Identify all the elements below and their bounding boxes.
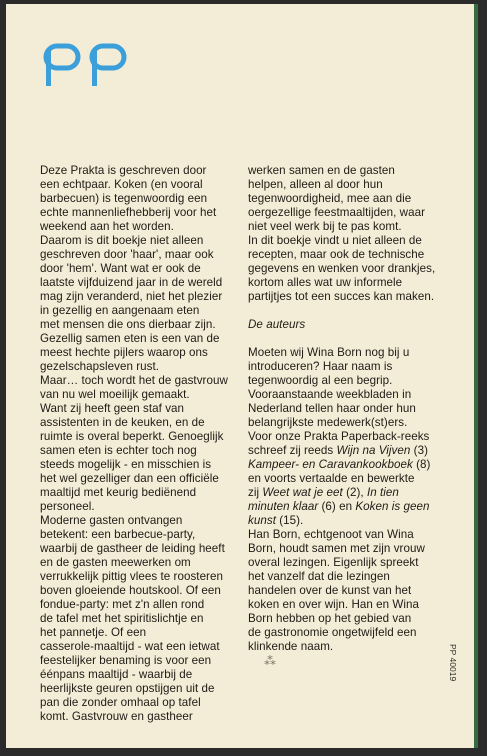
prakta-paperback-logo	[40, 42, 136, 88]
right-column	[248, 164, 456, 654]
text-line: Deze Prakta is geschreven door	[40, 164, 207, 177]
authors-heading: De auteurs	[248, 318, 306, 331]
text-line: Born, houdt samen met zijn vrouw	[248, 542, 425, 555]
text-line: fondue-party: met z'n allen rond	[40, 598, 205, 611]
text-line: van nu wel moeilijk gemaakt.	[40, 388, 190, 401]
text-line: geschreven door 'haar', maar ook	[40, 248, 214, 261]
text-line: koken en over wijn. Han en Wina	[248, 598, 420, 611]
text-line: komt. Gastvrouw en gastheer	[40, 710, 193, 723]
text-line: handelen over de kunst van het	[248, 584, 412, 597]
text-line: de gastronomie ongetwijfeld een	[248, 626, 417, 639]
text-line: overal lezingen. Eigenlijk spreekt	[248, 556, 419, 569]
text-line: de tafel met het spiritislichtje en	[40, 612, 204, 625]
text-line: In dit boekje vindt u niet alleen de	[248, 234, 422, 247]
text-line: en voorts vertaalde en bewerkte	[248, 472, 415, 485]
text-line: gezelschapsleven rust.	[40, 360, 160, 373]
text-line: tegenwoordig al een begrip.	[248, 374, 393, 387]
text-line: zij Weet wat je eet (2), In tien	[248, 486, 399, 499]
text-line: mag zijn veranderd, niet het plezier	[40, 290, 223, 303]
text-line: feestelijker benaming is voor een	[40, 654, 212, 667]
book-title: minuten klaar	[248, 500, 319, 513]
text-line: samen eten is echter toch nog	[40, 444, 197, 457]
text-line: Want zij heeft geen staf van	[40, 402, 185, 415]
text-line: verrukkelijk pittig vlees te roosteren	[40, 570, 223, 583]
decorative-mark: ⁂	[264, 654, 276, 668]
text-line: Han Born, echtgenoot van Wina	[248, 528, 414, 541]
text-line: oergezellige feestmaaltijden, waar	[248, 206, 425, 219]
text-line: helpen, alleen al door hun	[248, 178, 383, 191]
text-line: Voor onze Prakta Paperback-reeks	[248, 430, 430, 443]
han-born-paragraph	[248, 528, 456, 654]
book-title: Kampeer- en Caravankookboek	[248, 458, 413, 471]
text-line: het pannetje. Of een	[40, 626, 147, 639]
text-line: betekent: een barbecue-party,	[40, 528, 196, 541]
text-line: Born hebben op het gebied van	[248, 612, 412, 625]
text-line: kortom alles wat uw informele	[248, 276, 403, 289]
text-line: Kampeer- en Caravankookboek (8)	[248, 458, 431, 471]
text-line: niet veel werk bij te pas komt.	[248, 220, 402, 233]
book-title: Weet wat je eet	[262, 486, 343, 499]
text-line: gegevens en wenken voor drankjes,	[248, 262, 436, 275]
text-line: steeds mogelijk - en misschien is	[40, 458, 212, 471]
text-line: boven gloeiende houtskool. Of een	[40, 584, 221, 597]
catalog-number: PP 40019	[448, 644, 458, 682]
book-title: Koken is geen	[355, 500, 430, 513]
text-line: recepten, maar ook de technische	[248, 248, 425, 261]
text-line: barbecuen) is tegenwoordig een	[40, 192, 208, 205]
text-line: Vooraanstaande weekbladen in	[248, 388, 412, 401]
text-line: in gezellig en aangenaam eten	[40, 304, 200, 317]
text-line: en de gasten meewerken om	[40, 556, 191, 569]
text-line: klinkende naam.	[248, 640, 334, 653]
text-line: laatste vijfduizend jaar in de wereld	[40, 276, 223, 289]
text-line: casserole-maaltijd - wat een ietwat	[40, 640, 220, 653]
text-line: met mensen die ons dierbaar zijn.	[40, 318, 216, 331]
book-title: kunst	[248, 514, 276, 527]
text-line: introduceren? Haar naam is	[248, 360, 393, 373]
text-line: een echtpaar. Koken (en vooral	[40, 178, 203, 191]
text-line: pan die zonder omhaal op tafel	[40, 696, 201, 709]
back-cover	[6, 4, 478, 748]
text-line: waarbij de gastheer de leiding heeft	[40, 542, 225, 555]
text-line: Gezellig samen eten is een van de	[40, 332, 220, 345]
text-line: Maar… toch wordt het de gastvrouw	[40, 374, 228, 387]
text-line: heerlijkste geuren opstijgen uit de	[40, 682, 215, 695]
authors-paragraph	[248, 346, 456, 528]
text-line: schreef zij reeds Wijn na Vijven (3)	[248, 444, 428, 457]
intro-continued	[248, 164, 456, 304]
text-line: ruimte is overal beperkt. Genoeglijk	[40, 430, 224, 443]
book-title: In tien	[366, 486, 399, 499]
book-title: Wijn na Vijven	[336, 444, 411, 457]
text-line: éénpans maaltijd - waarbij de	[40, 668, 193, 681]
text-line: weekend aan het worden.	[40, 220, 174, 233]
text-line: het vanzelf dat die lezingen	[248, 570, 390, 583]
text-line: door 'hem'. Want wat er ook de	[40, 262, 201, 275]
text-line: maaltijd met keurig bediënend	[40, 486, 197, 499]
text-line: Daarom is dit boekje niet alleen	[40, 234, 204, 247]
text-line: het wel gezelliger dan een officiële	[40, 472, 219, 485]
text-line: Moeten wij Wina Born nog bij u	[248, 346, 410, 359]
text-line: Nederland tellen haar onder hun	[248, 402, 416, 415]
text-line: kunst (15).	[248, 514, 304, 527]
text-line: personeel.	[40, 500, 95, 513]
text-line: werken samen en de gasten	[248, 164, 395, 177]
text-line: partijtjes tot een succes kan maken.	[248, 290, 435, 303]
text-line: Moderne gasten ontvangen	[40, 514, 183, 527]
text-line: echte mannenliefhebberij voor het	[40, 206, 217, 219]
text-line: meest hechte pijlers waarop ons	[40, 346, 208, 359]
text-line: assistenten in de keuken, en de	[40, 416, 205, 429]
text-line: minuten klaar (6) en Koken is geen	[248, 500, 430, 513]
left-column	[40, 164, 254, 724]
text-line: tegenwoordigheid, mee aan die	[248, 192, 412, 205]
text-line: belangrijkste medewerk(st)ers.	[248, 416, 408, 429]
